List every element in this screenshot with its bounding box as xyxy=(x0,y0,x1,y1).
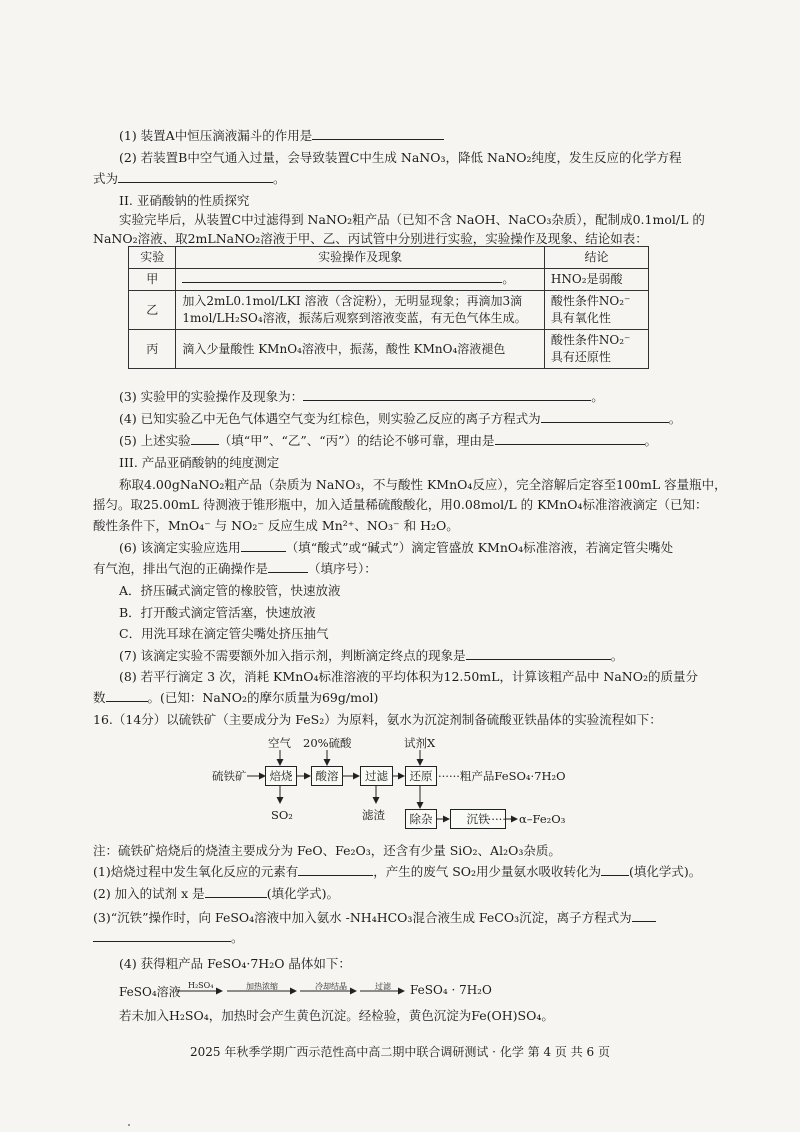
q1-text: (1) 装置A中恒压滴液漏斗的作用是 xyxy=(119,128,313,143)
flow-reduce-box: 还原 xyxy=(405,766,437,786)
page-footer: 2025 年秋季学期广西示范性高中高二期中联合调研测试 · 化学 第 4 页 共 6 页 xyxy=(190,1045,610,1059)
p3-line3: 酸性条件下，MnO₄⁻ 与 NO₂⁻ 反应生成 Mn²⁺、NO₃⁻ 和 H₂O。 xyxy=(93,518,459,533)
q4-end: 。 xyxy=(668,411,682,426)
q16-1-end: (填化学式)。 xyxy=(629,864,702,879)
intro-line1: 实验完毕后，从装置C中过滤得到 NaNO₂粗产品（已知不含 NaOH、NaCO₃杂质），配制成0.1mol/L 的 xyxy=(119,212,705,227)
q6-text: （填“酸式”或“碱式”）滴定管盛放 KMnO₄标准溶液，若滴定管尖嘴处 xyxy=(285,540,674,555)
table-header: 实验 xyxy=(129,247,176,269)
con-line: 酸性条件NO₂⁻ xyxy=(550,294,631,308)
chain-step-crystallize: 冷却结晶 xyxy=(315,982,347,991)
flow-precip-iron-box: 沉铁 xyxy=(450,809,506,829)
chain-start: FeSO₄溶液 xyxy=(119,985,181,999)
chain-reagent: H₂SO₄ xyxy=(188,981,214,990)
q8-text: 数 xyxy=(93,690,106,705)
section-2-title: II. 亚硝酸钠的性质探究 xyxy=(119,193,250,208)
flow-sulfuric-label: 20%硫酸 xyxy=(303,736,352,750)
flow-remove-impurity-box: 除杂 xyxy=(405,809,437,829)
flow-roast-box: 焙烧 xyxy=(265,766,297,786)
note-line: 注：硫铁矿焙烧后的烧渣主要成分为 FeO、Fe₂O₃，还含有少量 SiO₂、Al₂O₃杂质。 xyxy=(93,843,561,858)
op-line: 加入2mL0.1mol/LKI 溶液（含淀粉），无明显现象；再滴加3滴 xyxy=(182,294,523,308)
q2-line1: (2) 若装置B中空气通入过量，会导致装置C中生成 NaNO₃，降低 NaNO₂纯度，发生反应的化学方程 xyxy=(119,150,682,165)
q16-4-line: (4) 获得粗产品 FeSO₄·7H₂O 晶体如下： xyxy=(119,956,351,971)
table-header: 结论 xyxy=(544,247,648,269)
exp-conclusion: HNO₂是弱酸 xyxy=(544,269,648,291)
flow-dots: ······ xyxy=(484,812,506,826)
p3-line2: 摇匀。取25.00mL 待测液于锥形瓶中，加入适量稀硫酸酸化，用0.08mol/L 的 KMnO₄标准溶液滴定（已知： xyxy=(93,497,708,512)
exp-label: 乙 xyxy=(129,291,176,330)
con-line: 酸性条件NO₂⁻ xyxy=(550,333,631,347)
q5-text: （填“甲”、“乙”、“丙”）的结论不够可靠，理由是 xyxy=(218,433,495,448)
q3-text: (3) 实验甲的实验操作及现象为： xyxy=(119,389,304,404)
con-line: 具有氧化性 xyxy=(550,311,611,325)
q8-text: 。(已知：NaNO₂的摩尔质量为69g/mol) xyxy=(147,690,379,705)
q2-end: 。 xyxy=(273,171,286,186)
chain-end: FeSO₄ · 7H₂O xyxy=(410,983,492,997)
q5-text: (5) 上述实验 xyxy=(119,433,191,448)
q8-line1: (8) 若平行滴定 3 次，消耗 KMnO₄标准溶液的平均体积为12.50mL，计算该粗产品中 NaNO₂的质量分 xyxy=(119,669,698,684)
q6-text: (6) 该滴定实验应选用 xyxy=(119,540,241,555)
q16-3-text: (3)“沉铁”操作时，向 FeSO₄溶液中加入氨水 -NH₄HCO₃混合液生成 FeCO₃沉淀，离子方程式为 xyxy=(93,910,632,925)
intro-line2: NaNO₂溶液、取2mLNaNO₂溶液于甲、乙、丙试管中分别进行实验，实验操作及现象、结论如表： xyxy=(93,231,648,246)
con-line: 具有还原性 xyxy=(550,350,611,364)
q2-text: 式为 xyxy=(93,171,119,186)
flow-so2-label: SO₂ xyxy=(271,808,293,822)
chain-step-filter: 过滤 xyxy=(375,982,391,991)
q16-2-end: (填化学式)。 xyxy=(266,886,339,901)
flow-air-label: 空气 xyxy=(268,736,291,750)
q16-3-end: 。 xyxy=(231,930,244,945)
exp-label: 丙 xyxy=(129,330,176,369)
q7-text: (7) 该滴定实验不需要额外加入指示剂，判断滴定终点的现象是 xyxy=(119,648,466,663)
flow-acid-dissolve-box: 酸溶 xyxy=(311,766,343,786)
exp-operation: 滴入少量酸性 KMnO₄溶液中，振荡，酸性 KMnO₄溶液褪色 xyxy=(176,330,544,369)
q5-end: 。 xyxy=(644,433,658,448)
q16-1-text: ，产生的废气 SO₂用少量氨水吸收转化为 xyxy=(373,864,602,879)
q6-option-a: A．挤压碱式滴定管的橡胶管，快速放液 xyxy=(119,583,341,598)
q6-text: 有气泡，排出气泡的正确操作是 xyxy=(93,561,269,576)
flow-fe2o3-label: α–Fe₂O₃ xyxy=(519,812,566,826)
cell-end: 。 xyxy=(502,272,515,286)
scan-speck xyxy=(128,1124,130,1126)
flow-crude-product: ······粗产品FeSO₄·7H₂O xyxy=(438,769,566,783)
q7-end: 。 xyxy=(610,648,624,663)
section-3-title: III. 产品亚硝酸钠的纯度测定 xyxy=(119,455,280,470)
q3-end: 。 xyxy=(591,389,604,404)
flow-reagent-x-label: 试剂X xyxy=(404,736,436,750)
q6-option-c: C．用洗耳球在滴定管尖嘴处挤压抽气 xyxy=(119,626,329,641)
q6-option-b: B．打开酸式滴定管活塞，快速放液 xyxy=(119,605,316,620)
q16-2-text: (2) 加入的试剂 x 是 xyxy=(93,886,205,901)
q16-title: 16.（14分）以硫铁矿（主要成分为 FeS₂）为原料，氨水为沉淀剂制备硫酸亚铁晶体的实验流程如下： xyxy=(93,712,662,727)
flow-filter-box: 过滤 xyxy=(360,766,393,786)
q16-1-text: (1)焙烧过程中发生氧化反应的元素有 xyxy=(93,864,299,879)
last-line: 若未加入H₂SO₄，加热时会产生黄色沉淀。经检验，黄色沉淀为Fe(OH)SO₄。 xyxy=(119,1008,554,1023)
q4-text: (4) 已知实验乙中无色气体遇空气变为红棕色，则实验乙反应的离子方程式为 xyxy=(119,411,541,426)
chain-step-concentrate: 加热浓缩 xyxy=(246,982,278,991)
flow-ore-label: 硫铁矿 xyxy=(212,769,247,783)
exp-label: 甲 xyxy=(129,269,176,291)
table-header: 实验操作及现象 xyxy=(176,247,544,269)
q6-text: （填序号）： xyxy=(308,561,377,576)
flow-residue-label: 滤渣 xyxy=(362,808,385,822)
op-line: 1mol/LH₂SO₄溶液，振荡后观察到溶液变蓝，有无色气体生成。 xyxy=(182,311,527,325)
p3-line1: 称取4.00gNaNO₂粗产品（杂质为 NaNO₃，不与酸性 KMnO₄反应），完全溶解后定容至100mL 容量瓶中， xyxy=(119,477,727,492)
